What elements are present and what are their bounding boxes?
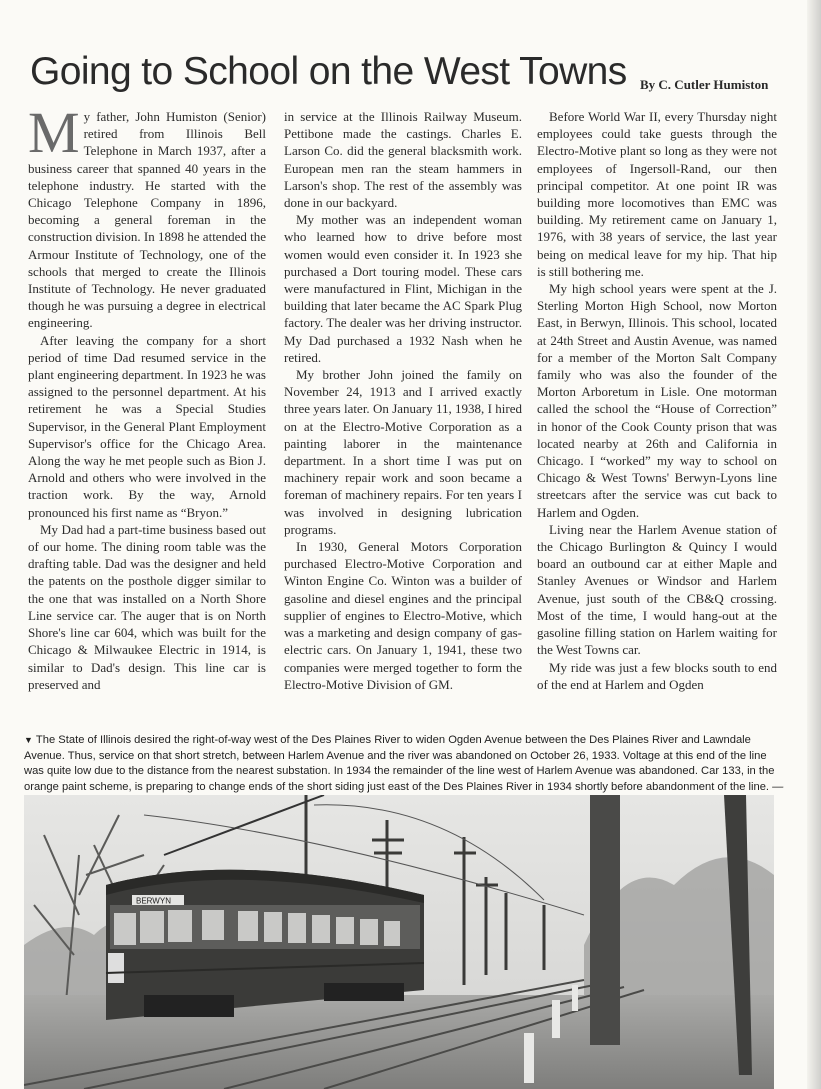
photo-credit: — <box>772 780 784 793</box>
text-column-3 <box>537 108 777 693</box>
paragraph: My high school years were spent at the J. Sterling Morton High School, now Morton East, in Berwyn, Illinois. This school, located at 24th Street and Austin Avenue, was named for a member of the Morton Salt Company family who was also the founder of the Morton Arboretum in Lisle. One motorman called the school the “House of Correction” in honor of the Cook County prison that was located nearby at 26th and California in Chicago. I “worked” my way to school on Chicago & West Towns' Berwyn-Lyons line streetcars after the service was cut back to Harlem and Ogden. <box>537 281 777 520</box>
paragraph: My mother was an independent woman who learned how to drive before most women would even consider it. In 1923 she purchased a Dort touring model. These cars were manufactured in Flint, Michigan in the building that later became the AC Spark Plug factory. The dealer was her driving instructor. My Dad purchased a 1932 Nash when he retired. <box>284 212 522 365</box>
paragraph: In 1930, General Motors Corporation purchased Electro-Motive Corporation and Winton Engine Co. Winton was a builder of gasoline and diesel engines and the principal supplier of engines to Electro-Motive, which was a marketing and design company of gas-electric cars. On January 1, 1941, these two companies were merged together to form the Electro-Motive Division of GM. <box>284 539 522 692</box>
paragraph: My Dad had a part-time business based out of our home. The dining room table was the drafting table. Dad was the designer and held the patents on the posthole digger similar to the one that was installed on a North Shore Line service car. The auger that is on North Shore's line car 604, which was built for the Chicago & Milwaukee Electric in 1914, is similar to Dad's design. This line car is preserved and <box>28 521 266 692</box>
page-gutter-shadow <box>807 0 821 1089</box>
streetcar-photo <box>24 795 774 1089</box>
article-title: Going to School on the West Towns <box>30 50 627 93</box>
paragraph: My ride was just a few blocks south to end of the end at Harlem and Ogden <box>537 659 777 692</box>
paragraph: After leaving the company for a short period of time Dad resumed service in the plant engineering department. In 1923 he was assigned to the personnel department. At his retirement he was a Special Studies Supervisor, in the General Plant Employment Supervisor's office for the Chicago Area. Along the way he met people such as Bion J. Arnold and others who were involved in the traction work. By the way, Arnold pronounced his first name as “Bryon.” <box>28 332 266 520</box>
drop-cap: M <box>28 100 80 165</box>
streetcar-photo-illustration <box>24 795 774 1089</box>
tree-trunk <box>590 795 620 1045</box>
caption-marker-icon: ▼ <box>24 735 33 745</box>
paragraph: Before World War II, every Thursday night employees could take guests through the Electro-Motive plant so long as they were not employees of Ingersoll-Rand, our then principal competitor. At one point IR was building more locomotives than EMC was building. My retirement came on January 1, 1976, with 38 years of service, the last year being on medical leave for my hip. That hip is still bothering me. <box>537 109 777 279</box>
car-destination-sign: BERWYN <box>136 896 171 906</box>
paragraph: in service at the Illinois Railway Museum. Pettibone made the castings. Charles E. Larson Co. did the general blacksmith work. European men ran the steam hammers in Larson's shop. The rest of the assembly was done in our backyard. <box>284 109 522 211</box>
paragraph: My brother John joined the family on November 24, 1913 and I arrived exactly three years later. On January 11, 1938, I hired on at the Electro-Motive Corporation as a painting laborer in the maintenance department. In a short time I was put on machinery repair work and soon became a foreman of machinery repairs. For ten years I was involved in designing lubrication programs. <box>284 367 522 537</box>
caption-text: The State of Illinois desired the right-of-way west of the Des Plaines River to widen Ogden Avenue between the Des Plaines River and Lawndale Avenue. Thus, service on that short stretch, between Harlem Avenue and the river was abandoned on October 26, 1933. Voltage at this end of the line was quite low due to the distance from the nearest substation. In 1934 the remainder of the line west of Harlem Avenue was abandoned. Car 133, in the orange paint scheme, is preparing to change ends of the short siding just east of the Des Plaines River in 1934 shortly before abandonment of the line. <box>24 734 775 793</box>
text-column-2 <box>284 108 522 693</box>
text-column-1 <box>28 100 266 693</box>
paragraph: Living near the Harlem Avenue station of the Chicago Burlington & Quincy I would board an outbound car at either Maple and Stanley Avenues or Windsor and Harlem Avenue, just south of the CB&Q crossing. Most of the time, I would hang-out at the gasoline filling station on Harlem waiting for the West Towns car. <box>537 521 777 658</box>
paragraph: My father, John Humiston (Senior) retired from Illinois Bell Telephone in March 1937, after a business career that spanned 40 years in the telephone industry. He started with the Chicago Telephone Company in 1896, becoming a general foreman in the construction division. In 1898 he attended the Armour Institute of Technology, one of the schools that merged to create the Illinois Institute of Technology. He never graduated though he was pursuing a degree in electrical engineering. <box>28 100 266 331</box>
article-byline: By C. Cutler Humiston <box>640 77 769 92</box>
